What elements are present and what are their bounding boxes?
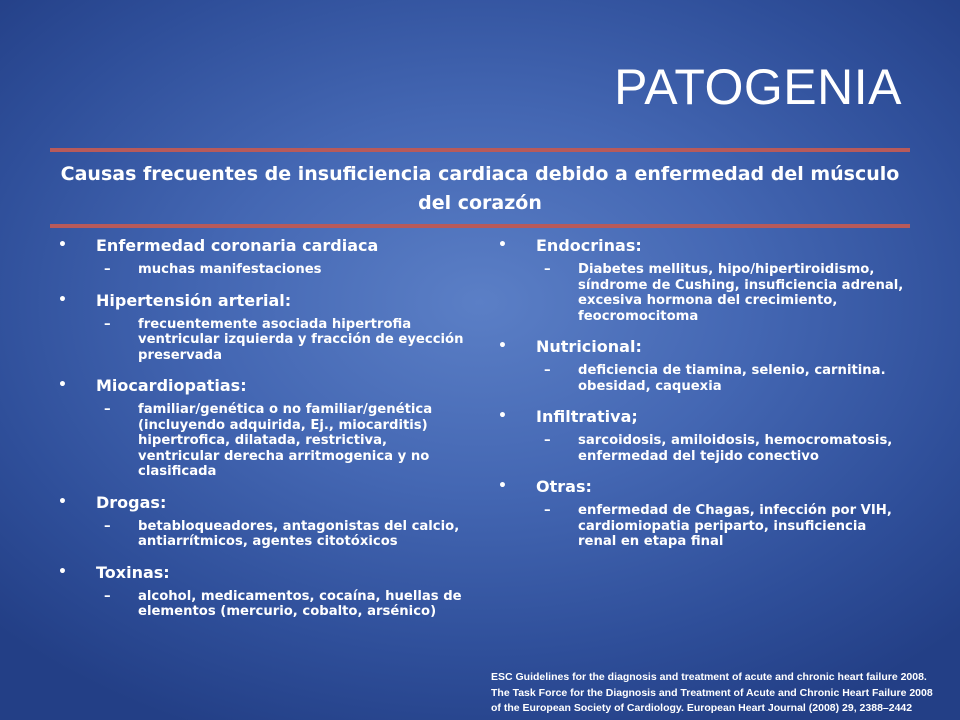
dash-icon: – xyxy=(104,316,111,332)
list-item xyxy=(498,407,908,426)
bullet-icon: • xyxy=(498,338,507,354)
bullet-icon: • xyxy=(58,291,67,308)
bullet-icon: • xyxy=(498,408,507,424)
bullet-icon: • xyxy=(58,563,67,580)
sub-item xyxy=(498,262,908,324)
list-item xyxy=(58,376,468,395)
item-detail: familiar/genética o no familiar/genética (incluyendo adquirida, Ej., miocarditis) hipertrofica, dilatada, restrictiva, ventricular derecha arritmogenica y no clasificada xyxy=(138,402,433,479)
list-item xyxy=(498,477,908,496)
item-label: Hipertensión arterial: xyxy=(96,290,292,310)
item-detail: Diabetes mellitus, hipo/hipertiroidismo, síndrome de Cushing, insuficiencia adrenal, excesiva hormona del crecimiento, feocromocitoma xyxy=(578,262,904,324)
right-column xyxy=(498,236,908,563)
bullet-icon: • xyxy=(58,237,67,253)
dash-icon: – xyxy=(104,518,111,534)
list-item xyxy=(58,236,468,255)
item-label: Drogas: xyxy=(96,492,167,512)
dash-icon: – xyxy=(544,262,551,277)
citation xyxy=(491,670,960,717)
divider-bottom xyxy=(50,224,910,228)
sub-item xyxy=(498,433,908,464)
dash-icon: – xyxy=(544,363,551,378)
citation-line: The Task Force for the Diagnosis and Treatment of Acute and Chronic Heart Failure 2008 xyxy=(491,686,933,699)
dash-icon: – xyxy=(544,503,551,518)
sub-item xyxy=(58,262,468,278)
slide-subtitle: Causas frecuentes de insuficiencia cardiaca debido a enfermedad del músculo del corazón xyxy=(60,163,900,214)
item-detail: betabloqueadores, antagonistas del calcio, antiarrítmicos, agentes citotóxicos xyxy=(138,518,460,549)
item-detail: alcohol, medicamentos, cocaína, huellas de elementos (mercurio, cobalto, arsénico) xyxy=(138,588,462,619)
item-label: Infiltrativa; xyxy=(536,407,638,426)
item-detail: sarcoidosis, amiloidosis, hemocromatosis, enfermedad del tejido conectivo xyxy=(578,433,893,464)
sub-item xyxy=(58,519,468,550)
item-detail: muchas manifestaciones xyxy=(138,262,322,277)
bullet-icon: • xyxy=(58,493,67,510)
dash-icon: – xyxy=(104,588,111,604)
sub-item xyxy=(58,402,468,480)
divider-top xyxy=(50,148,910,152)
item-detail: deficiencia de tiamina, selenio, carnitina. obesidad, caquexia xyxy=(578,363,886,394)
item-label: Miocardiopatias: xyxy=(96,376,247,395)
citation-line: ESC Guidelines for the diagnosis and treatment of acute and chronic heart failure 2008. xyxy=(491,671,927,683)
list-item xyxy=(498,236,908,255)
list-item xyxy=(58,291,468,310)
bullet-icon: • xyxy=(498,237,507,253)
dash-icon: – xyxy=(104,402,111,417)
list-item xyxy=(498,337,908,356)
item-label: Toxinas: xyxy=(96,562,170,582)
item-label: Enfermedad coronaria cardiaca xyxy=(96,236,379,255)
left-column xyxy=(58,236,468,633)
sub-item xyxy=(498,363,908,394)
sub-item xyxy=(58,589,468,620)
citation-line: of the European Society of Cardiology. European Heart Journal (2008) 29, 2388–2442 xyxy=(491,702,913,714)
sub-item xyxy=(498,503,908,550)
bullet-icon: • xyxy=(498,478,507,494)
item-detail: enfermedad de Chagas, infección por VIH, cardiomiopatia periparto, insuficiencia renal en etapa final xyxy=(578,503,892,549)
item-label: Endocrinas: xyxy=(536,236,642,255)
dash-icon: – xyxy=(544,433,551,448)
slide-title: PATOGENIA xyxy=(614,59,902,115)
item-label: Nutricional: xyxy=(536,337,642,356)
item-label: Otras: xyxy=(536,477,592,496)
bullet-icon: • xyxy=(58,377,67,393)
dash-icon: – xyxy=(104,262,111,277)
sub-item xyxy=(58,317,468,364)
list-item xyxy=(58,563,468,582)
item-detail: frecuentemente asociada hipertrofia ventricular izquierda y fracción de eyección preservada xyxy=(138,316,464,363)
list-item xyxy=(58,493,468,512)
